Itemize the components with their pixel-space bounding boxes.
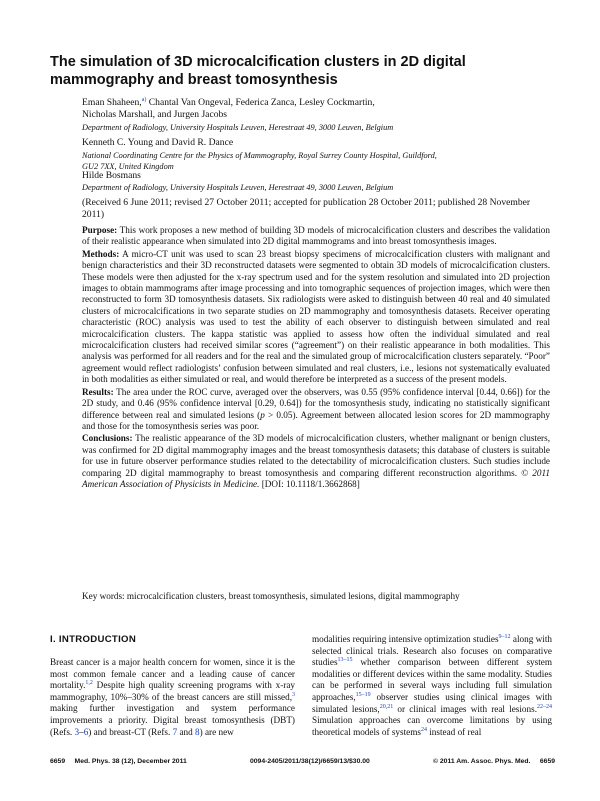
body-text: whether comparison between different system modalities or different devices within the same modality. Studies can be performed in several ways including full simulation approaches, bbox=[312, 657, 552, 702]
affiliation-2-line1: National Coordinating Centre for the Physics of Mammography, Royal Surrey County Hospital, Guildford, bbox=[82, 151, 437, 160]
body-text: ) are new bbox=[199, 726, 234, 737]
keywords: Key words: microcalcification clusters, breast tomosynthesis, simulated lesions, digital mammography bbox=[82, 591, 460, 601]
citation-link[interactable]: 24 bbox=[420, 726, 427, 733]
body-text: and bbox=[177, 726, 196, 737]
author-list-2: Kenneth C. Young and David R. Dance bbox=[82, 137, 234, 148]
results-text-cont: > 0.05). Agreement between allocated lesion scores for 2D mammography and those for the tomosynthesis series was poor. bbox=[82, 409, 550, 431]
footer-copyright: © 2011 Am. Assoc. Phys. Med. 6659 bbox=[433, 758, 555, 765]
author-name: Eman Shaheen, bbox=[82, 97, 142, 108]
body-text: observer studies using clinical images with simulated lesions, bbox=[312, 691, 552, 714]
results-text: The area under the ROC curve, averaged over the observers, was 0.55 (95% confidence interval [0.44, 0.66]) for the 2D study, and 0.46 (95% confidence interval [0.29, 0.64]) for the tomosynthesis study, indicating no statistically significant difference between real and simulated lesions ( bbox=[82, 386, 550, 420]
affiliation-3: Department of Radiology, University Hospitals Leuven, Herestraat 49, 3000 Leuven, Belgium bbox=[82, 183, 394, 192]
conclusions-text: The realistic appearance of the 3D models of microcalcification clusters, whether malignant or benign clusters, was confirmed for 2D digital mammography images and the breast tomosynthesis datasets; this database of clusters is suitable for use in future observer performance studies related to the detectability of microcalcification clusters. Such studies include comparing 2D digital mammography to breast tomosynthesis and comparing different reconstruction algorithms. bbox=[82, 433, 550, 478]
body-text: or clinical images with real lesions. bbox=[393, 703, 537, 714]
citation-link[interactable]: 22–24 bbox=[537, 703, 552, 710]
citation-link[interactable]: 3 bbox=[74, 726, 80, 737]
citation-link[interactable]: 15–19 bbox=[355, 691, 371, 698]
article-title: The simulation of 3D microcalcification clusters in 2D digital mammography and breast tomosynthesis bbox=[50, 54, 466, 88]
purpose-text: This work proposes a new method of building 3D models of microcalcification clusters and describes the validation of their realistic appearance when simulated into 2D digital mammograms and into breast tomosynthesis images. bbox=[82, 225, 550, 247]
affiliation-1: Department of Radiology, University Hospitals Leuven, Herestraat 49, 3000 Leuven, Belgium bbox=[82, 123, 394, 132]
abstract-conclusions bbox=[82, 433, 550, 490]
author-list-1-line2: Nicholas Marshall, and Jurgen Jacobs bbox=[82, 109, 228, 120]
conclusions-label: Conclusions: bbox=[82, 433, 133, 444]
citation-link[interactable]: 7 bbox=[172, 726, 178, 737]
body-text: Simulation approaches can overcome limitations by using theoretical models of systems bbox=[312, 715, 552, 737]
body-text: ) and breast-CT (Refs. bbox=[88, 726, 173, 737]
footer-journal: 6659 Med. Phys. 38 (12), December 2011 bbox=[50, 758, 187, 765]
footer-issn: 0094-2405/2011/38(12)/6659/13/$30.00 bbox=[249, 758, 370, 765]
body-text: modalities requiring intensive optimization studies bbox=[312, 634, 499, 644]
body-text: along with selected clinical trials. Research also focuses on comparative studies bbox=[312, 634, 552, 668]
body-text: instead of real bbox=[426, 726, 482, 737]
body-text: – bbox=[79, 726, 84, 737]
abstract bbox=[82, 225, 550, 491]
citation-link[interactable]: 1,2 bbox=[85, 680, 93, 687]
author-footnote-link[interactable]: a) bbox=[141, 96, 147, 103]
page-footer bbox=[50, 758, 555, 765]
author-names: Chantal Van Ongeval, Federica Zanca, Lesley Cockmartin, bbox=[146, 97, 375, 108]
doi-text: [DOI: 10.1118/1.3662868] bbox=[259, 478, 360, 489]
author-list-3: Hilde Bosmans bbox=[82, 170, 141, 181]
citation-link[interactable]: 6 bbox=[83, 726, 89, 737]
citation-link[interactable]: 9–12 bbox=[498, 633, 511, 640]
section-heading: I. INTRODUCTION bbox=[50, 634, 137, 645]
body-text: Breast cancer is a major health concern for women, since it is the most common female cancer and a leading cause of cancer mortality. bbox=[50, 657, 295, 691]
citation-link[interactable]: 13–15 bbox=[337, 657, 353, 664]
body-column-left bbox=[50, 657, 295, 738]
abstract-purpose bbox=[82, 225, 550, 248]
methods-text: A micro-CT unit was used to scan 23 breast biopsy specimens of microcalcification clusters with malignant and benign characteristics and their 3D reconstructed datasets were segmented to obtain 3D models of microcalcification clusters. These models were then adjusted for the x-ray spectrum used and for the system resolution and simulated into 2D projection images to obtain mammograms after image processing and into tomographic sequences of projection images, which were then reconstructed to form 3D tomosynthesis datasets. Six radiologists were asked to distinguish between 40 real and 40 simulated clusters of microcalcifications in two separate studies on 2D mammography and tomosynthesis datasets. Receiver operating characteristic (ROC) analysis was used to test the ability of each observer to distinguish between simulated and real microcalcification clusters. The kappa statistic was applied to assess how often the individual simulated and real microcalcification clusters had received similar scores (“agreement”) on their realistic appearance in both modalities. This analysis was performed for all readers and for the real and the simulated group of microcalcification clusters separately. “Poor” agreement would reflect radiologists’ confusion between simulated and real clusters, i.e., lesions not systematically evaluated in both modalities as either simulated or real, and would therefore be interpreted as a success of the present models. bbox=[82, 248, 550, 385]
copyright-notice: © 2011 American Association of Physicists in Medicine. bbox=[82, 467, 550, 489]
body-column-right bbox=[312, 634, 552, 738]
publication-dates: (Received 6 June 2011; revised 27 October 2011; accepted for publication 28 October 2011; published 28 November 2011) bbox=[82, 197, 531, 220]
body-text: making further investigation and system performance improvements a priority. Digital breast tomosynthesis (DBT) (Refs. bbox=[50, 703, 295, 737]
results-label: Results: bbox=[82, 386, 114, 397]
author-list-1 bbox=[82, 97, 375, 109]
abstract-methods bbox=[82, 249, 550, 386]
citation-link[interactable]: 8 bbox=[195, 726, 200, 737]
methods-label: Methods: bbox=[82, 248, 120, 259]
body-text: Despite high quality screening programs with x-ray mammography, 10%–30% of the breast cancers are still missed, bbox=[50, 680, 295, 702]
affiliation-2-line2: GU2 7XX, United Kingdom bbox=[82, 162, 174, 171]
purpose-label: Purpose: bbox=[82, 225, 118, 235]
citation-link[interactable]: 20,21 bbox=[379, 703, 394, 710]
citation-link[interactable]: 3 bbox=[292, 691, 295, 698]
p-value-symbol: p bbox=[260, 409, 265, 420]
abstract-results bbox=[82, 387, 550, 433]
